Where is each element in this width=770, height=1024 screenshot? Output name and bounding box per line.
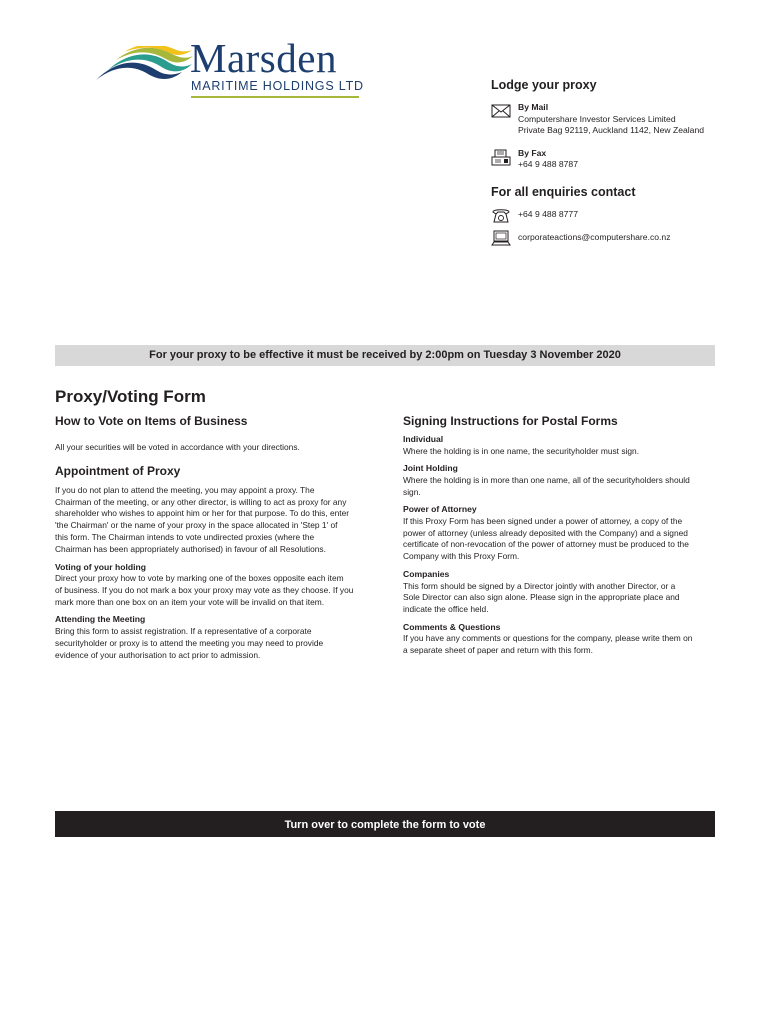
attending-heading: Attending the Meeting — [55, 614, 146, 625]
joint-text — [403, 475, 715, 499]
individual-text — [403, 446, 715, 458]
phone-number: +64 9 488 8777 — [518, 208, 578, 219]
text-line: If you do not plan to attend the meeting, you may appoint a proxy. The — [55, 484, 315, 495]
fax-row — [491, 148, 731, 171]
mail-row — [491, 102, 731, 137]
mail-line-2: Private Bag 92119, Auckland 1142, New Zealand — [518, 125, 705, 135]
form-title: Proxy/Voting Form — [55, 387, 206, 406]
waves-logo-icon — [94, 46, 194, 94]
logo-underline — [191, 96, 359, 98]
how-to-vote-heading: How to Vote on Items of Business — [55, 414, 248, 428]
turn-over-banner: Turn over to complete the form to vote — [55, 811, 715, 837]
signing-heading: Signing Instructions for Postal Forms — [403, 414, 618, 428]
fax-label: By Fax — [518, 147, 547, 158]
envelope-icon — [491, 103, 511, 120]
mail-label: By Mail — [518, 102, 549, 112]
logo-subtitle: MARITIME HOLDINGS LTD — [191, 79, 364, 93]
fax-number: +64 9 488 8787 — [518, 159, 578, 169]
power-of-attorney-heading: Power of Attorney — [403, 504, 477, 515]
text-line: This form should be signed by a Director jointly with another Director, or a — [403, 580, 676, 591]
phone-row — [491, 209, 731, 221]
voting-text — [55, 573, 365, 608]
text-line: evidence of your authorisation to act prior to admission. — [55, 649, 261, 660]
text-line: Chairman has been appropriately authorised) in favour of all Resolutions. — [55, 543, 326, 554]
voting-heading: Voting of your holding — [55, 561, 147, 572]
company-logo — [94, 35, 364, 102]
text-line: certificate of non-revocation of the power of attorney must be produced to the — [403, 539, 689, 550]
text-line: Chairman of the meeting, or any other director, is willing to act as proxy for any — [55, 496, 347, 507]
text-line: of business. If you do not mark a box your proxy may vote as they choose. If you — [55, 584, 354, 595]
text-line: If this Proxy Form has been signed under a power of attorney, a copy of the — [403, 515, 683, 526]
right-column — [403, 414, 715, 657]
text-line: sign. — [403, 486, 421, 497]
text-line: securityholder or proxy is to attend the meeting you may need to provide — [55, 637, 324, 648]
comments-heading: Comments & Questions — [403, 621, 501, 632]
text-line: Company with this Proxy Form. — [403, 551, 520, 562]
text-line: Where the holding is in one name, the securityholder must sign. — [403, 445, 640, 456]
fax-icon — [491, 149, 511, 166]
enquiries-heading: For all enquiries contact — [491, 184, 636, 199]
deadline-banner: For your proxy to be effective it must be received by 2:00pm on Tuesday 3 November 2020 — [55, 345, 715, 366]
text-line: If you have any comments or questions for the company, please write them on — [403, 633, 693, 644]
phone-icon — [491, 207, 511, 224]
text-line: Bring this form to assist registration. If a representative of a corporate — [55, 625, 312, 636]
lodge-section — [491, 78, 731, 244]
text-line: 'the Chairman' or the name of your proxy in the space allocated in 'Step 1' of — [55, 520, 338, 531]
how-to-vote-text: All your securities will be voted in accordance with your directions. — [55, 442, 300, 452]
email-row — [491, 232, 731, 244]
logo-wordmark: Marsden — [190, 35, 337, 81]
individual-heading: Individual — [403, 434, 444, 444]
companies-text — [403, 581, 715, 616]
text-line: this form. The Chairman intends to vote undirected proxies (where the — [55, 531, 315, 542]
text-line: shareholder who wishes to appoint him or her for that purpose. To do this, enter — [55, 508, 350, 519]
comments-text — [403, 633, 715, 657]
left-column — [55, 414, 365, 661]
lodge-heading: Lodge your proxy — [491, 78, 597, 92]
text-line: a separate sheet of paper and return with this form. — [403, 645, 593, 656]
mail-line-1: Computershare Investor Services Limited — [518, 113, 676, 124]
computer-icon — [491, 230, 511, 247]
power-of-attorney-text — [403, 516, 715, 563]
text-line: indicate the office held. — [403, 604, 489, 615]
text-line: mark more than one box on an item your vote will be invalid on that item. — [55, 596, 325, 607]
text-line: Where the holding is in more than one name, all of the securityholders should — [403, 474, 690, 485]
appointment-heading: Appointment of Proxy — [55, 463, 181, 478]
companies-heading: Companies — [403, 569, 450, 580]
text-line: Direct your proxy how to vote by marking one of the boxes opposite each item — [55, 573, 344, 584]
text-line: Sole Director can also sign alone. Please sign in the appropriate place and — [403, 592, 680, 603]
appointment-text — [55, 485, 365, 556]
joint-heading: Joint Holding — [403, 463, 458, 474]
text-line: power of attorney (unless already deposited with the Company) and a signed — [403, 527, 688, 538]
attending-text — [55, 626, 365, 661]
email-address[interactable]: corporateactions@computershare.co.nz — [518, 232, 671, 242]
